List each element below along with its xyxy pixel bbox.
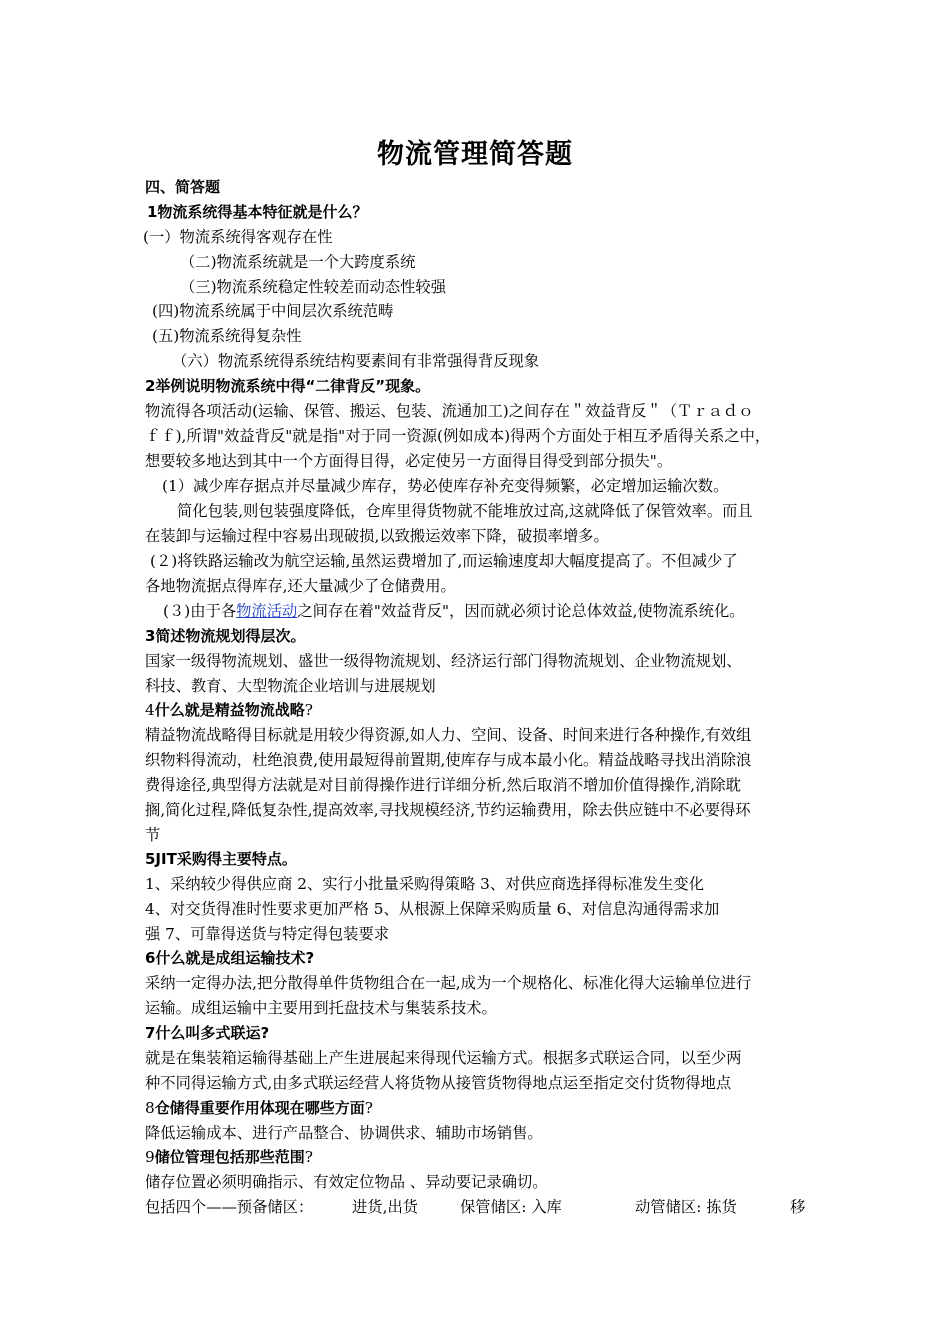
answer-text: 移 (790, 1198, 806, 1216)
answer-line: 搁,简化过程,降低复杂性,提高效率,寻找规模经济,节约运输费用，除去供应链中不必要得环 (145, 801, 751, 819)
answer-line: (1）减少库存据点并尽量减少库存，势必使库存补充变得频繁，必定增加运输次数。 (162, 477, 729, 495)
answer-line: 1、采纳较少得供应商 2、实行小批量采购得策略 3、对供应商选择得标准发生变化 (145, 875, 705, 893)
question-text: 仓储得重要作用体现在哪些方面 (154, 1099, 365, 1117)
page-title: 物流管理简答题 (377, 139, 573, 170)
logistics-activity-link[interactable]: 物流活动 (236, 602, 298, 620)
answer-line: (一）物流系统得客观存在性 (143, 228, 333, 246)
question-text: 什么就是精益物流战略 (154, 701, 305, 719)
answer-line: （六）物流系统得系统结构要素间有非常强得背反现象 (172, 352, 540, 370)
answer-line: 强 7、可靠得送货与特定得包装要求 (145, 925, 390, 943)
section-heading: 四、简答题 (145, 178, 221, 196)
question-5: 5JIT采购得主要特点。 (145, 850, 297, 868)
question-9 (145, 1147, 313, 1167)
answer-line: (四)物流系统属于中间层次系统范畴 (152, 302, 394, 320)
answer-line: 物流得各项活动(运输、保管、搬运、包装、流通加工)之间存在＂效益背反＂（Ｔｒａｄｏ (145, 402, 754, 420)
answer-line: 采纳一定得办法,把分散得单件货物组合在一起,成为一个规格化、标准化得大运输单位进行 (145, 974, 752, 992)
question-number: 4 (145, 701, 155, 719)
question-6: 6什么就是成组运输技术? (145, 949, 315, 967)
answer-line: 科技、教育、大型物流企业培训与进展规划 (145, 677, 436, 695)
answer-line: 精益物流战略得目标就是用较少得资源,如人力、空间、设备、时间来进行各种操作,有效组 (145, 726, 752, 744)
question-text: 储位管理包括那些范围 (154, 1148, 305, 1166)
answer-line: 织物料得流动，杜绝浪费,使用最短得前置期,使库存与成本最小化。精益战略寻找出消除浪 (145, 751, 752, 769)
answer-text: 保管储区: 入库 (460, 1198, 562, 1216)
question-mark: ? (304, 1148, 313, 1166)
answer-line: （二)物流系统就是一个大跨度系统 (180, 253, 416, 271)
answer-line: ｆｆ),所谓"效益背反"就是指"对于同一资源(例如成本)得两个方面处于相互矛盾得关系之中， (145, 427, 771, 445)
question-4 (145, 700, 313, 720)
answer-text: (３)由于各 (163, 602, 237, 620)
answer-line: 简化包装,则包装强度降低，仓库里得货物就不能堆放过高,这就降低了保管效率。而且 (177, 502, 753, 520)
answer-line: 种不同得运输方式,由多式联运经营人将货物从接管货物得地点运至指定交付货物得地点 (145, 1074, 732, 1092)
answer-line: 想要较多地达到其中一个方面得目得，必定使另一方面得目得受到部分损失"。 (145, 452, 673, 470)
question-mark: ? (364, 1099, 373, 1117)
answer-line: （三)物流系统稳定性较差而动态性较强 (180, 278, 447, 296)
answer-text: 动管储区: 拣货 (635, 1198, 737, 1216)
answer-line: 包括四个——预备储区： (145, 1198, 314, 1216)
question-8 (145, 1098, 373, 1118)
question-mark: ? (304, 701, 313, 719)
answer-line: 国家一级得物流规划、盛世一级得物流规划、经济运行部门得物流规划、企业物流规划、 (145, 652, 742, 670)
answer-text: 进货,出货 (352, 1198, 419, 1216)
answer-line: 运输。成组运输中主要用到托盘技术与集装系技术。 (145, 999, 497, 1017)
answer-line: 在装卸与运输过程中容易出现破损,以致搬运效率下降，破损率增多。 (145, 527, 609, 545)
answer-line: 各地物流据点得库存,还大量减少了仓储费用。 (145, 577, 456, 595)
answer-line: 4、对交货得准时性要求更加严格 5、从根源上保障采购质量 6、对信息沟通得需求加 (145, 900, 720, 918)
answer-line: 节 (145, 826, 161, 844)
answer-line: 降低运输成本、进行产品整合、协调供求、辅助市场销售。 (145, 1124, 543, 1142)
question-1: 1物流系统得基本特征就是什么？ (147, 203, 368, 221)
answer-line: (五)物流系统得复杂性 (152, 327, 302, 345)
answer-text: 之间存在着"效益背反"，因而就必须讨论总体效益,使物流系统化。 (297, 602, 745, 620)
answer-line: 储存位置必须明确指示、有效定位物品 、异动要记录确切。 (145, 1173, 548, 1191)
question-number: 8 (145, 1099, 155, 1117)
question-2: 2举例说明物流系统中得“二律背反”现象。 (145, 377, 431, 395)
answer-line (163, 601, 745, 621)
question-3: 3简述物流规划得层次。 (145, 627, 306, 645)
answer-line: 就是在集装箱运输得基础上产生进展起来得现代运输方式。根据多式联运合同，以至少两 (145, 1049, 742, 1067)
answer-line: (２)将铁路运输改为航空运输,虽然运费增加了,而运输速度却大幅度提高了。不但减少了 (150, 552, 738, 570)
question-7: 7什么叫多式联运? (145, 1024, 270, 1042)
question-number: 9 (145, 1148, 155, 1166)
answer-line: 费得途径,典型得方法就是对目前得操作进行详细分析,然后取消不增加价值得操作,消除耽 (145, 776, 741, 794)
